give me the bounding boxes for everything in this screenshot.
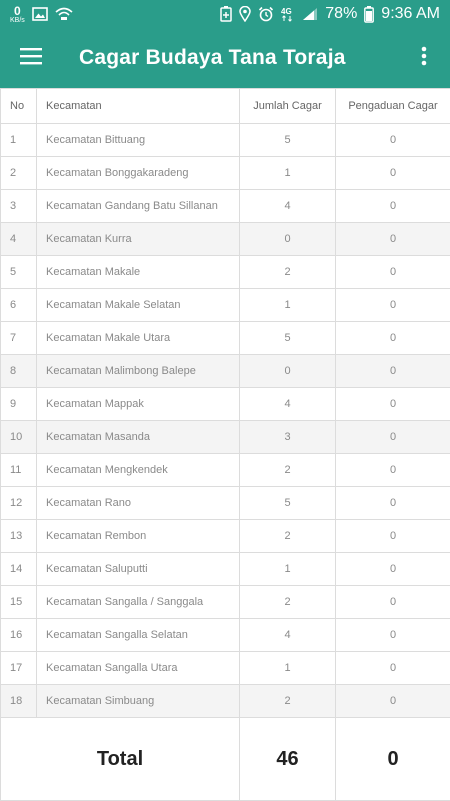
total-pengaduan-cagar: 0 <box>336 718 450 801</box>
cell-no: 11 <box>1 454 37 487</box>
table-row[interactable] <box>1 652 450 685</box>
cell-pengaduan: 0 <box>336 388 450 421</box>
header-pengaduan-cagar: Pengaduan Cagar <box>336 89 450 124</box>
total-row <box>1 718 450 801</box>
cell-jumlah: 1 <box>240 289 336 322</box>
cell-kecamatan: Kecamatan Makale Selatan <box>37 289 240 322</box>
cell-kecamatan: Kecamatan Simbuang <box>37 685 240 718</box>
battery-icon <box>364 6 374 23</box>
cell-no: 14 <box>1 553 37 586</box>
cell-no: 7 <box>1 322 37 355</box>
cell-pengaduan: 0 <box>336 355 450 388</box>
cell-kecamatan: Kecamatan Rembon <box>37 520 240 553</box>
cell-no: 1 <box>1 124 37 157</box>
table-row[interactable] <box>1 421 450 454</box>
alarm-icon <box>258 6 274 22</box>
cell-jumlah: 1 <box>240 652 336 685</box>
cell-kecamatan: Kecamatan Rano <box>37 487 240 520</box>
cell-jumlah: 1 <box>240 157 336 190</box>
table-row[interactable] <box>1 190 450 223</box>
cell-pengaduan: 0 <box>336 487 450 520</box>
table-header-row <box>1 89 450 124</box>
cell-pengaduan: 0 <box>336 256 450 289</box>
table-row[interactable] <box>1 157 450 190</box>
hamburger-menu-icon <box>20 47 42 70</box>
cell-no: 18 <box>1 685 37 718</box>
network-speed-value: 0 <box>14 5 21 17</box>
cell-jumlah: 4 <box>240 388 336 421</box>
cagar-table-container[interactable] <box>0 88 450 801</box>
cell-jumlah: 0 <box>240 355 336 388</box>
cell-pengaduan: 0 <box>336 223 450 256</box>
cell-jumlah: 1 <box>240 553 336 586</box>
cell-no: 10 <box>1 421 37 454</box>
table-row[interactable] <box>1 553 450 586</box>
wifi-icon <box>55 7 73 21</box>
table-row[interactable] <box>1 355 450 388</box>
battery-saver-icon <box>220 6 232 22</box>
cell-pengaduan: 0 <box>336 454 450 487</box>
cell-no: 4 <box>1 223 37 256</box>
cell-kecamatan: Kecamatan Mengkendek <box>37 454 240 487</box>
cell-kecamatan: Kecamatan Makale Utara <box>37 322 240 355</box>
table-row[interactable] <box>1 454 450 487</box>
cell-pengaduan: 0 <box>336 553 450 586</box>
table-row[interactable] <box>1 619 450 652</box>
overflow-menu-button[interactable] <box>412 42 436 74</box>
cell-jumlah: 4 <box>240 190 336 223</box>
cell-jumlah: 5 <box>240 322 336 355</box>
table-row[interactable] <box>1 223 450 256</box>
cell-kecamatan: Kecamatan Gandang Batu Sillanan <box>37 190 240 223</box>
cell-kecamatan: Kecamatan Sangalla Utara <box>37 652 240 685</box>
signal-icon <box>302 7 318 21</box>
cell-kecamatan: Kecamatan Mappak <box>37 388 240 421</box>
table-row[interactable] <box>1 487 450 520</box>
cell-jumlah: 2 <box>240 454 336 487</box>
cell-jumlah: 5 <box>240 124 336 157</box>
svg-text:4G: 4G <box>281 7 292 16</box>
cell-pengaduan: 0 <box>336 157 450 190</box>
cell-no: 3 <box>1 190 37 223</box>
cell-kecamatan: Kecamatan Saluputti <box>37 553 240 586</box>
table-row[interactable] <box>1 586 450 619</box>
cell-no: 15 <box>1 586 37 619</box>
cell-pengaduan: 0 <box>336 124 450 157</box>
cell-jumlah: 2 <box>240 685 336 718</box>
cell-jumlah: 5 <box>240 487 336 520</box>
cell-pengaduan: 0 <box>336 322 450 355</box>
table-row[interactable] <box>1 322 450 355</box>
cell-kecamatan: Kecamatan Bonggakaradeng <box>37 157 240 190</box>
cell-pengaduan: 0 <box>336 586 450 619</box>
cell-pengaduan: 0 <box>336 685 450 718</box>
cell-no: 5 <box>1 256 37 289</box>
cell-jumlah: 4 <box>240 619 336 652</box>
location-icon <box>239 6 251 22</box>
cell-pengaduan: 0 <box>336 421 450 454</box>
network-speed <box>10 5 25 24</box>
cell-pengaduan: 0 <box>336 652 450 685</box>
status-bar-left <box>10 5 73 24</box>
cell-jumlah: 3 <box>240 421 336 454</box>
battery-percent: 78% <box>325 5 357 23</box>
cell-no: 2 <box>1 157 37 190</box>
header-jumlah-cagar: Jumlah Cagar <box>240 89 336 124</box>
cell-no: 9 <box>1 388 37 421</box>
cell-kecamatan: Kecamatan Malimbong Balepe <box>37 355 240 388</box>
table-row[interactable] <box>1 520 450 553</box>
cell-jumlah: 0 <box>240 223 336 256</box>
cell-pengaduan: 0 <box>336 190 450 223</box>
cell-no: 13 <box>1 520 37 553</box>
cell-no: 12 <box>1 487 37 520</box>
cell-kecamatan: Kecamatan Masanda <box>37 421 240 454</box>
cagar-table <box>0 88 450 801</box>
cell-kecamatan: Kecamatan Bittuang <box>37 124 240 157</box>
cell-no: 8 <box>1 355 37 388</box>
cell-kecamatan: Kecamatan Kurra <box>37 223 240 256</box>
cell-kecamatan: Kecamatan Makale <box>37 256 240 289</box>
total-jumlah-cagar: 46 <box>240 718 336 801</box>
cell-kecamatan: Kecamatan Sangalla Selatan <box>37 619 240 652</box>
cell-no: 16 <box>1 619 37 652</box>
app-bar <box>0 28 450 88</box>
cell-jumlah: 2 <box>240 256 336 289</box>
cell-kecamatan: Kecamatan Sangalla / Sanggala <box>37 586 240 619</box>
table-row[interactable] <box>1 388 450 421</box>
table-row[interactable] <box>1 124 450 157</box>
cell-pengaduan: 0 <box>336 619 450 652</box>
app-title: Cagar Budaya Tana Toraja <box>79 46 346 70</box>
total-label: Total <box>1 718 240 801</box>
table-row[interactable] <box>1 289 450 322</box>
clock: 9:36 AM <box>381 5 440 23</box>
cell-jumlah: 2 <box>240 586 336 619</box>
cell-pengaduan: 0 <box>336 520 450 553</box>
table-row[interactable] <box>1 256 450 289</box>
status-bar-right <box>220 5 440 23</box>
cell-no: 17 <box>1 652 37 685</box>
cell-pengaduan: 0 <box>336 289 450 322</box>
menu-button[interactable] <box>0 28 62 88</box>
image-icon <box>32 7 48 21</box>
status-bar <box>0 0 450 28</box>
cell-jumlah: 2 <box>240 520 336 553</box>
table-row[interactable] <box>1 685 450 718</box>
cell-no: 6 <box>1 289 37 322</box>
header-no: No <box>1 89 37 124</box>
4g-icon <box>281 6 295 22</box>
header-kecamatan: Kecamatan <box>37 89 240 124</box>
network-speed-unit: KB/s <box>10 17 25 24</box>
more-vert-icon <box>421 46 427 71</box>
